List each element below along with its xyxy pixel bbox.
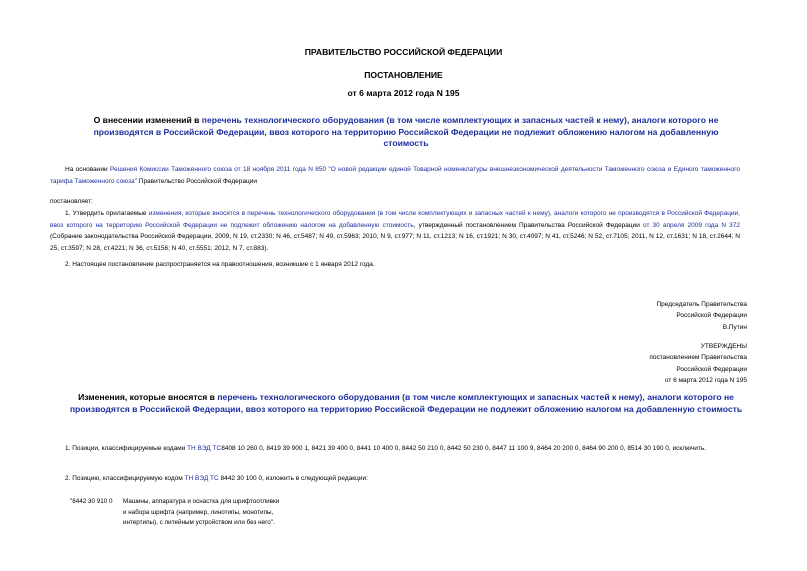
change1-prefix: 1. Позиции, классифицируемые кодами bbox=[65, 445, 188, 452]
approved-line-4: от 6 марта 2012 года N 195 bbox=[664, 377, 747, 385]
signature-block bbox=[656, 299, 747, 333]
signature-line-2: Российской Федерации bbox=[676, 312, 747, 320]
decree-word: постановляет: bbox=[50, 198, 93, 205]
title-link[interactable]: перечень технологического оборудования (в том числе комплектующих и запасных частей к нему), аналоги которого не производятся в Российской Федерации, ввоз которого на территорию Российской Федерации не подлежит обложению налогом на добавленную стоимость bbox=[93, 115, 719, 148]
approved-line-1: УТВЕРЖДЕНЫ bbox=[700, 343, 747, 350]
approved-block bbox=[649, 341, 747, 387]
preamble-prefix: На основании bbox=[65, 166, 110, 173]
preamble-suffix: Правительство Российской Федерации bbox=[136, 177, 257, 185]
doc-type-heading: ПОСТАНОВЛЕНИЕ bbox=[364, 70, 443, 80]
change1-suffix: 8408 10 260 0, 8419 39 900 1, 8421 39 400 0, 8441 10 400 0, 8442 50 210 0, 8442 50 230 0, 8447 11 100 9, 8464 20 200 0, 8464 90 200 0, 8514 30 190 0, исключить. bbox=[221, 445, 707, 452]
document-title bbox=[72, 115, 740, 150]
preamble-link[interactable]: Решения Комиссии Таможенного союза от 18 ноября 2011 года N 850 "О новой редакции единой Товарной номенклатуры внешнеэкономической деятельности Таможенного союза и Единого таможенного тарифа Таможенного союза" bbox=[50, 166, 741, 185]
change-2 bbox=[65, 473, 368, 485]
position-desc-line-3: интертипы), с литейным устройством или без него". bbox=[123, 519, 275, 526]
approved-line-3: Российской Федерации bbox=[676, 365, 747, 373]
preamble bbox=[50, 164, 740, 187]
change-1 bbox=[50, 443, 740, 455]
item1-prefix: 1. Утвердить прилагаемые bbox=[65, 210, 149, 217]
item1-suffix: (Собрание законодательства Российской Федерации, 2009, N 19, ст.2330; N 46, ст.5487; N 49, ст.5963; 2010, N 9, ст.977; N 11, ст.1213; N 16, ст.1921; N 30, ст.4097; N 41, ст.5246; N 52, ст.7105; 2011, N 12, ст.1631; N 18, ст.2644; N 25, ст.3597; N 28, ст.4221; N 36, ст.5156; N 40, ст.5551; 2012, N 7, ст.883). bbox=[50, 233, 740, 252]
change2-prefix: 2. Позицию, классифицируемую кодом bbox=[65, 475, 185, 482]
changes-title bbox=[62, 392, 750, 415]
changes-title-link[interactable]: перечень технологического оборудования (в том числе комплектующих и запасных частей к нему), аналоги которого не производятся в Российской Федерации, ввоз которого на территорию Российской Федерации не подлежит обложению налогом на добавленную стоимость bbox=[69, 392, 743, 414]
change2-suffix: 8442 30 100 0, изложить в следующей редакции: bbox=[218, 475, 368, 482]
changes-title-prefix: Изменения, которые вносятся в bbox=[78, 392, 218, 402]
signature-line-1: Председатель Правительства bbox=[656, 301, 747, 308]
approved-line-2: постановлением Правительства bbox=[649, 354, 747, 362]
signature-line-3: В.Путин bbox=[722, 323, 747, 331]
change2-link[interactable]: ТН ВЭД ТС bbox=[184, 475, 219, 482]
position-code: "8442 30 910 0 bbox=[70, 498, 113, 505]
item1-mid: , утвержденный постановлением Правительства Российской Федерации bbox=[413, 221, 643, 229]
position-desc-line-2: и набора шрифта (например, линотипы, монотипы, bbox=[123, 508, 274, 516]
item1-link-changes[interactable]: изменения, которые вносятся в перечень технологического оборудования (в том числе комплектующих и запасных частей к нему), аналоги которого не производятся в Российской Федерации, ввоз которого на территорию Российской Федерации не подлежит обложению налогом на добавленную стоимость bbox=[50, 210, 740, 229]
position-description bbox=[123, 497, 279, 529]
position-desc-line-1: Машины, аппаратура и оснастка для шрифтоотливки bbox=[123, 498, 280, 505]
title-prefix: О внесении изменений в bbox=[93, 115, 202, 125]
government-heading: ПРАВИТЕЛЬСТВО РОССИЙСКОЙ ФЕДЕРАЦИИ bbox=[304, 47, 503, 57]
change1-link[interactable]: ТН ВЭД ТС bbox=[187, 445, 222, 452]
item1-link-decree[interactable]: от 30 апреля 2009 года N 372 bbox=[642, 221, 740, 229]
item-2: 2. Настоящее постановление распространяется на правоотношения, возникшие с 1 января 2012 года. bbox=[65, 261, 375, 268]
item-1 bbox=[50, 208, 740, 254]
doc-date-number: от 6 марта 2012 года N 195 bbox=[347, 88, 460, 98]
